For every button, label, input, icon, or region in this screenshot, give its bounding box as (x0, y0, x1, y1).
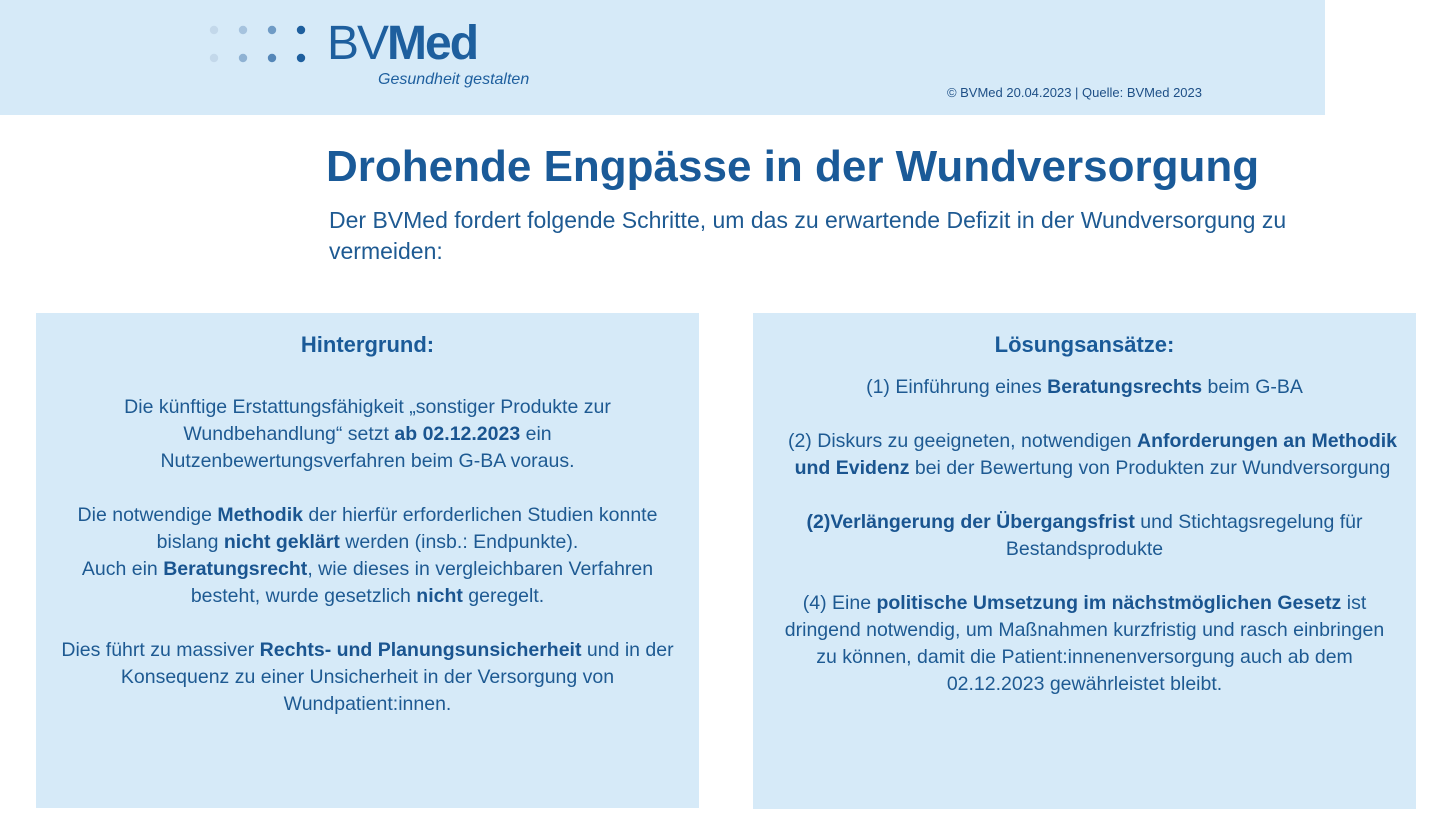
page-title: Drohende Engpässe in der Wundversorgung (326, 142, 1260, 191)
header-band (0, 0, 1325, 115)
solutions-panel (753, 313, 1416, 809)
background-paragraph-2: Die notwendige Methodik der hierfür erforderlichen Studien konnte bislang nicht geklärt werden (insb.: Endpunkte). (77, 504, 658, 553)
logo-med: Med (387, 17, 478, 70)
logo-dots-icon (205, 18, 315, 68)
background-heading: Hintergrund: (300, 332, 435, 357)
solutions-heading: Lösungsansätze: (994, 332, 1175, 357)
solution-item-4: (4) Eine politische Umsetzung im nächstmöglichen Gesetz ist dringend notwendig, um Maßnahmen kurzfristig und rasch einbringen zu können, damit die Patient:innenenversorgung auch ab dem 02.12.2023 gewährleistet bleibt. (784, 592, 1385, 695)
solution-item-2: (2) Diskurs zu geeigneten, notwendigen Anforderungen an Methodik und Evidenz bei der Bewertung von Produkten zur Wundversorgung (787, 430, 1398, 479)
copyright-note: © BVMed 20.04.2023 | Quelle: BVMed 2023 (946, 85, 1202, 100)
logo-tagline: Gesundheit gestalten (378, 71, 530, 88)
solution-item-1: (1) Einführung eines Beratungsrechts beim G-BA (866, 376, 1303, 398)
solution-item-3: (2)Verlängerung der Übergangsfrist und Stichtagsregelung für Bestandsprodukte (806, 511, 1363, 560)
logo-wordmark (327, 16, 477, 72)
logo-bv: BV (327, 17, 388, 70)
background-paragraph-4: Dies führt zu massiver Rechts- und Planungsunsicherheit und in der Konsequenz zu einer Unsicherheit in der Versorgung von Wundpatient:innen. (61, 639, 674, 715)
bvmed-logo (205, 18, 565, 98)
background-paragraph-1: Die künftige Erstattungsfähigkeit „sonstiger Produkte zur Wundbehandlung“ setzt ab 02.12.2023 ein Nutzenbewertungsverfahren beim G-BA voraus. (124, 396, 611, 472)
background-paragraph-3: Auch ein Beratungsrecht, wie dieses in vergleichbaren Verfahren besteht, wurde gesetzlich nicht geregelt. (81, 558, 654, 607)
page-subtitle: Der BVMed fordert folgende Schritte, um das zu erwartende Defizit in der Wundversorgung zu vermeiden: (329, 207, 1287, 264)
background-panel (36, 313, 699, 808)
